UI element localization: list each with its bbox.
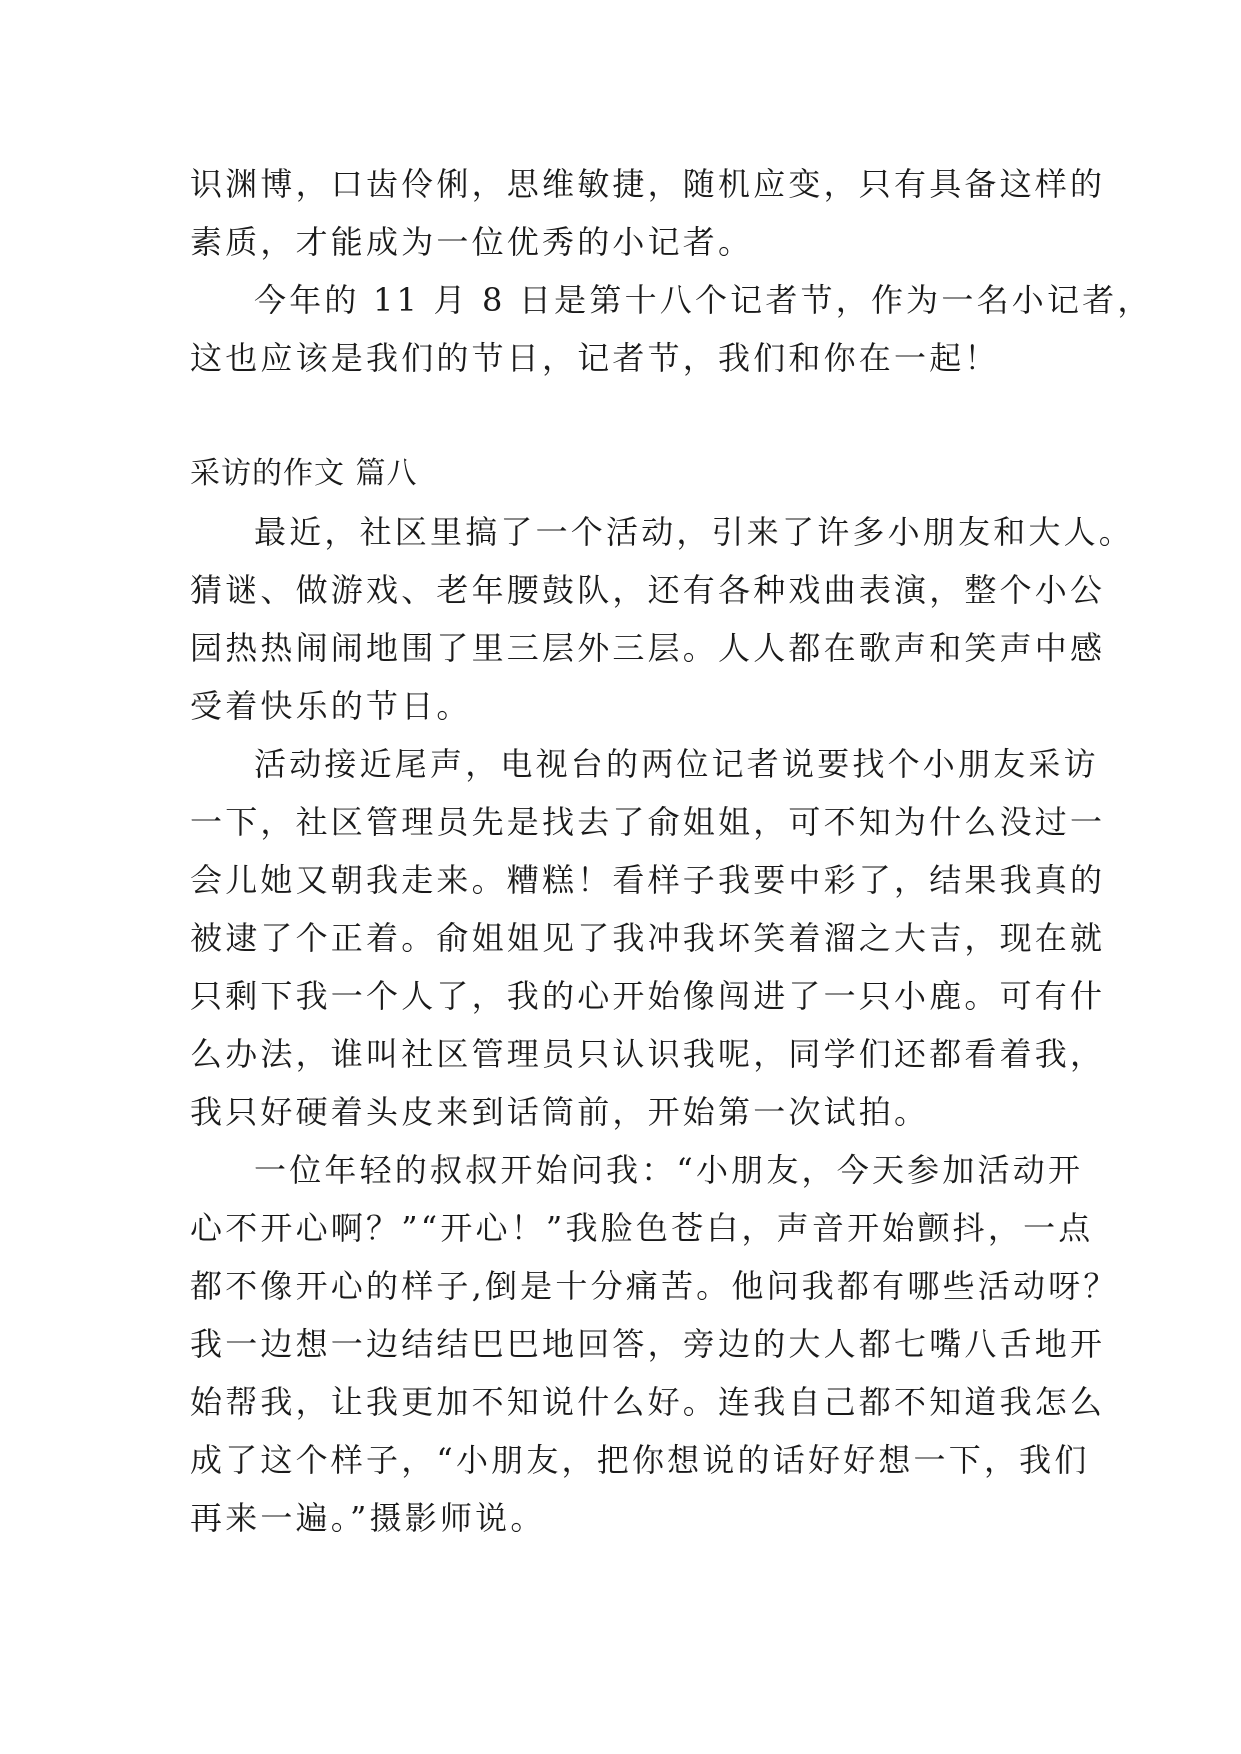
text-line: 素质，才能成为一位优秀的小记者。 (190, 223, 754, 261)
text-line: 只剩下我一个人了，我的心开始像闯进了一只小鹿。可有什 (190, 977, 1106, 1015)
paragraph-spacer (190, 387, 1050, 445)
document-body (190, 155, 1153, 1547)
text-line: 再来一遍。”摄影师说。 (190, 1499, 546, 1537)
text-line: 会儿她又朝我走来。糟糕！看样子我要中彩了，结果我真的 (190, 861, 1106, 899)
text-line: 一位年轻的叔叔开始问我：“小朋友，今天参加活动开 (254, 1151, 1084, 1189)
text-line: 始帮我，让我更加不知说什么好。连我自己都不知道我怎么 (190, 1383, 1106, 1421)
paragraph-activity (190, 503, 1135, 735)
paragraph-intro (190, 155, 1106, 271)
text-line: 活动接近尾声，电视台的两位记者说要找个小朋友采访 (254, 745, 1099, 783)
text-line: 最近，社区里搞了一个活动，引来了许多小朋友和大人。 (254, 513, 1135, 551)
text-line: 受着快乐的节日。 (190, 687, 472, 725)
section-title: 采访的作文 篇八 (190, 456, 418, 491)
text-line: 么办法，谁叫社区管理员只认识我呢，同学们还都看着我， (190, 1035, 1106, 1073)
text-line: 我一边想一边结结巴巴地回答，旁边的大人都七嘴八舌地开 (190, 1325, 1106, 1363)
text-line: 被逮了个正着。俞姐姐见了我冲我坏笑着溜之大吉，现在就 (190, 919, 1106, 957)
text-line: 识渊博，口齿伶俐，思维敏捷，随机应变，只有具备这样的 (190, 165, 1106, 203)
text-line: 今年的 11 月 8 日是第十八个记者节，作为一名小记者， (254, 281, 1153, 319)
text-line: 一下，社区管理员先是找去了俞姐姐，可不知为什么没过一 (190, 803, 1106, 841)
paragraph-question (190, 1141, 1119, 1547)
text-line: 都不像开心的样子,倒是十分痛苦。他问我都有哪些活动呀？ (190, 1267, 1119, 1305)
text-line: 这也应该是我们的节日，记者节，我们和你在一起！ (190, 339, 1000, 377)
text-line: 我只好硬着头皮来到话筒前，开始第一次试拍。 (190, 1093, 930, 1131)
text-line: 猜谜、做游戏、老年腰鼓队，还有各种戏曲表演，整个小公 (190, 571, 1106, 609)
text-line: 园热热闹闹地围了里三层外三层。人人都在歌声和笑声中感 (190, 629, 1106, 667)
text-line: 成了这个样子，“小朋友，把你想说的话好好想一下，我们 (190, 1441, 1090, 1479)
paragraph-festival (190, 271, 1153, 387)
paragraph-interview (190, 735, 1106, 1141)
text-line: 心不开心啊？”“开心！”我脸色苍白，声音开始颤抖，一点 (190, 1209, 1094, 1247)
